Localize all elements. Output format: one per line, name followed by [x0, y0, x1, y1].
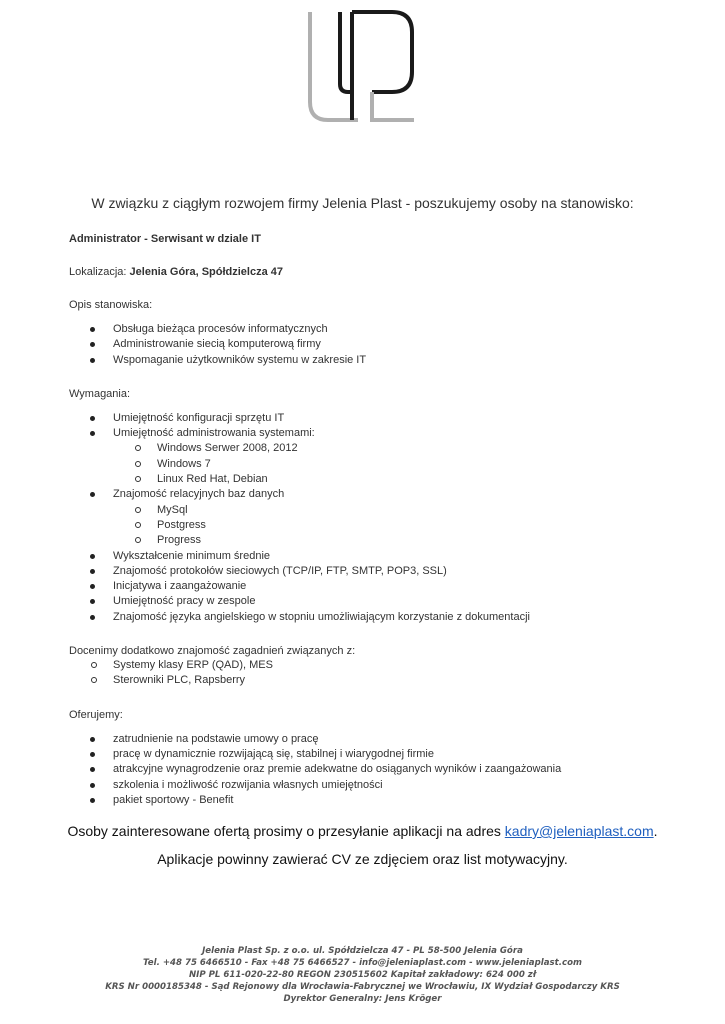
closing-line-2: Aplikacje powinny zawierać CV ze zdjęciem oraz list motywacyjny. [157, 851, 568, 867]
offer-list [69, 732, 689, 808]
list-item: pracę w dynamicznie rozwijającą się, stabilnej i wiarygodnej firmie [69, 747, 689, 762]
bonus-heading: Docenimy dodatkowo znajomość zagadnień związanych z: [69, 645, 356, 658]
list-item: Znajomość języka angielskiego w stopniu umożliwiającym korzystanie z dokumentacji [69, 610, 689, 625]
email-link[interactable]: kadry@jeleniaplast.com [504, 823, 654, 839]
list-item: zatrudnienie na podstawie umowy o pracę [69, 732, 689, 747]
list-item-text: Znajomość relacyjnych baz danych [113, 488, 285, 501]
footer-line: Tel. +48 75 6466510 - Fax +48 75 6466527 - info@jeleniaplast.com - www.jeleniaplast.com [143, 958, 582, 968]
closing-suffix: . [653, 823, 658, 839]
requirements-heading: Wymagania: [69, 387, 131, 400]
list-item [69, 426, 689, 487]
jp-logo-icon [308, 10, 416, 122]
list-item: Znajomość protokołów sieciowych (TCP/IP, FTP, SMTP, POP3, SSL) [69, 564, 689, 579]
description-list [69, 322, 689, 368]
offer-heading: Oferujemy: [69, 708, 123, 721]
closing-text: Osoby zainteresowane ofertą prosimy o przesyłanie aplikacji na adres [67, 823, 505, 839]
list-item: Obsługa bieżąca procesów informatycznych [69, 322, 689, 337]
job-title: Administrator - Serwisant w dziale IT [69, 233, 261, 245]
sub-list-item: Windows 7 [113, 457, 689, 472]
company-footer [0, 945, 725, 1005]
bonus-list [69, 658, 689, 689]
list-item: Administrowanie siecią komputerową firmy [69, 337, 689, 352]
list-item: Wspomaganie użytkowników systemu w zakresie IT [69, 353, 689, 368]
sub-list-item: Linux Red Hat, Debian [113, 472, 689, 487]
sub-list-item: MySql [113, 503, 689, 518]
footer-line: Dyrektor Generalny: Jens Kröger [283, 994, 442, 1004]
sub-list-item: Postgress [113, 518, 689, 533]
sub-list-item: Progress [113, 533, 689, 548]
job-content [69, 232, 689, 808]
list-item: szkolenia i możliwość rozwijania własnych umiejętności [69, 778, 689, 793]
sub-list [113, 503, 689, 549]
closing-line-1 [0, 823, 725, 839]
list-item-text: Umiejętność administrowania systemami: [113, 427, 315, 440]
description-heading: Opis stanowiska: [69, 299, 153, 311]
list-item: atrakcyjne wynagrodzenie oraz premie adekwatne do osiąganych wyników i zaangażowania [69, 762, 689, 777]
sub-list-item: Sterowniki PLC, Rapsberry [69, 673, 689, 688]
sub-list [113, 441, 689, 487]
footer-line: NIP PL 611-020-22-80 REGON 230515602 Kapitał zakładowy: 624 000 zł [188, 970, 537, 980]
list-item-text: Umiejętność konfiguracji sprzętu IT [113, 411, 285, 424]
location-value: Jelenia Góra, Spółdzielcza 47 [129, 266, 283, 278]
footer-line: Jelenia Plast Sp. z o.o. ul. Spółdzielcza 47 - PL 58-500 Jelenia Góra [202, 946, 523, 956]
list-item: Wykształcenie minimum średnie [69, 549, 689, 564]
list-item [69, 487, 689, 548]
sub-list-item: Systemy klasy ERP (QAD), MES [69, 658, 689, 673]
location-line [69, 265, 689, 279]
list-item: Inicjatywa i zaangażowanie [69, 579, 689, 594]
list-item: pakiet sportowy - Benefit [69, 793, 689, 808]
footer-line: KRS Nr 0000185348 - Sąd Rejonowy dla Wrocławia-Fabrycznej we Wrocławiu, IX Wydział Gospodarczy KRS [105, 982, 620, 992]
intro-text: W związku z ciągłym rozwojem firmy Jelenia Plast - poszukujemy osoby na stanowisko: [91, 195, 634, 211]
sub-list-item: Windows Serwer 2008, 2012 [113, 441, 689, 456]
location-label: Lokalizacja: [69, 266, 127, 278]
list-item: Umiejętność pracy w zespole [69, 594, 689, 609]
requirements-list [69, 411, 689, 625]
list-item [69, 411, 689, 426]
